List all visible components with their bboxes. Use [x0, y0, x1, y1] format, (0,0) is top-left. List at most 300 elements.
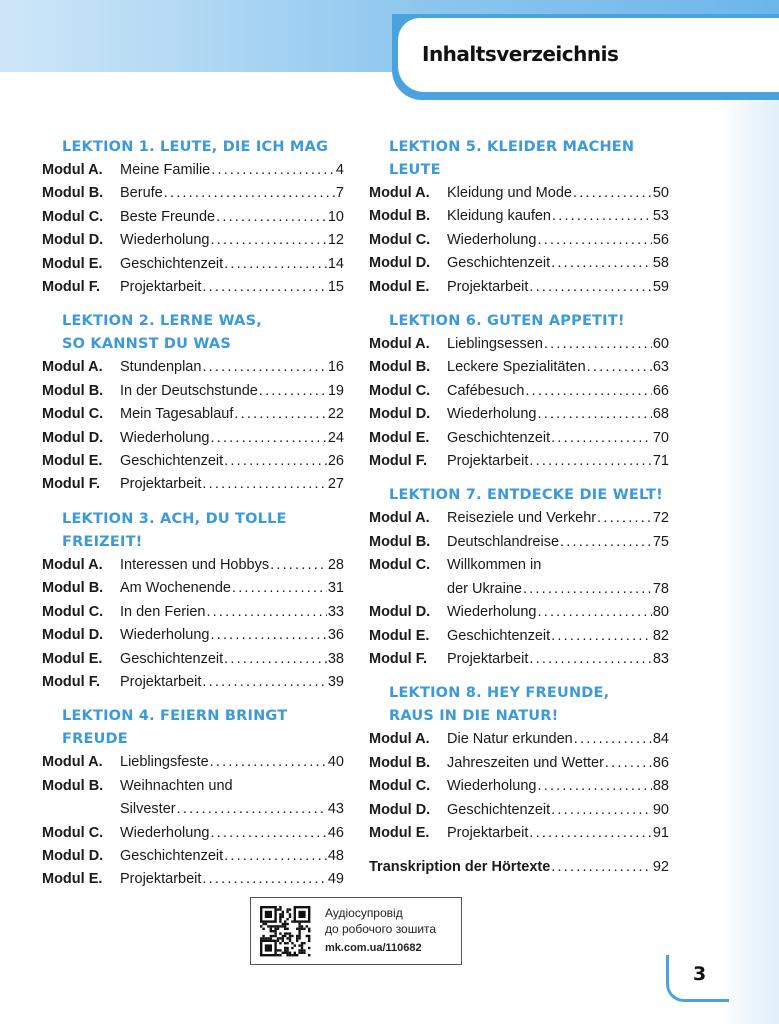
page-ref: 78 — [652, 580, 669, 597]
dot-leader — [206, 601, 326, 624]
toc-entry[interactable] — [369, 205, 669, 228]
toc-entry[interactable] — [369, 403, 669, 426]
page-ref: 16 — [327, 359, 344, 376]
module-label: Modul A. — [369, 185, 430, 201]
page-ref: 19 — [327, 382, 344, 399]
entry-line — [120, 601, 344, 624]
module-label: Modul C. — [369, 557, 431, 574]
toc-entry[interactable] — [42, 601, 344, 624]
module-label: Modul C. — [42, 208, 104, 225]
lesson-section — [42, 310, 344, 496]
page-ref: 91 — [652, 824, 669, 841]
entry-line — [447, 252, 669, 275]
qr-text-line2: до робочого зошита — [325, 922, 437, 936]
module-label: Modul B. — [42, 580, 104, 597]
module-label: Modul D. — [369, 255, 431, 272]
module-label: Modul D. — [42, 232, 104, 249]
page-ref: 80 — [652, 604, 669, 621]
entry-line — [120, 648, 344, 671]
module-label: Modul D. — [42, 847, 104, 864]
toc-entry[interactable] — [42, 229, 344, 252]
module-label: Modul E. — [42, 255, 103, 272]
page-ref: 27 — [327, 476, 344, 493]
entry-line — [447, 822, 669, 845]
module-name: Geschichtenzeit — [120, 847, 224, 864]
dot-leader — [210, 751, 327, 774]
dot-leader — [537, 403, 651, 426]
qr-text-line1: Аудіосупровід — [325, 906, 403, 920]
module-label: Modul B. — [42, 777, 104, 794]
entry-line — [447, 799, 669, 822]
page-ref: 49 — [327, 871, 344, 888]
module-label: Modul E. — [42, 871, 103, 888]
module-label: Modul A. — [369, 510, 430, 527]
module-name-first-line: Willkommen in — [447, 557, 542, 574]
page-title: Inhaltsverzeichnis — [422, 42, 619, 66]
entry-line — [120, 182, 344, 205]
module-name: Meine Familie — [120, 162, 211, 178]
module-label: Modul A. — [42, 359, 103, 376]
module-name: Wiederholung — [120, 232, 210, 249]
page-ref: 48 — [327, 847, 344, 864]
page-ref: 15 — [327, 279, 344, 296]
toc-entry[interactable] — [369, 380, 669, 403]
module-name: Projektarbeit — [120, 476, 202, 493]
page-ref: 72 — [652, 510, 669, 527]
entry-line — [447, 507, 669, 530]
dot-leader — [202, 276, 326, 299]
entry-line — [120, 253, 344, 276]
entry-line — [447, 625, 669, 648]
toc-entry[interactable] — [42, 554, 344, 577]
entry-line — [447, 356, 669, 379]
module-name: Projektarbeit — [447, 278, 529, 295]
lesson-title: LEKTION 5. KLEIDER MACHEN LEUTE — [389, 139, 635, 178]
toc-entry[interactable] — [42, 473, 344, 496]
module-name: Projektarbeit — [447, 650, 529, 667]
module-label: Modul E. — [369, 278, 430, 295]
dot-leader — [529, 648, 651, 671]
module-label: Modul B. — [42, 382, 104, 399]
toc-entry[interactable] — [369, 427, 669, 450]
page-ref: 66 — [652, 382, 669, 399]
entry-line — [120, 356, 344, 379]
toc-entry[interactable] — [369, 356, 669, 379]
module-name: Cafébesuch — [447, 382, 525, 399]
module-label: Modul A. — [369, 336, 430, 353]
entry-line — [120, 276, 344, 299]
module-name: Geschichtenzeit — [447, 801, 551, 818]
module-label: Modul E. — [42, 650, 103, 667]
toc-left-column — [42, 136, 344, 903]
dot-leader — [210, 624, 326, 647]
page-ref: 14 — [327, 255, 344, 272]
module-label: Modul D. — [369, 406, 431, 423]
module-name: Projektarbeit — [447, 453, 529, 470]
dot-leader — [529, 276, 651, 299]
entry-line — [447, 775, 669, 798]
page-ref: 39 — [327, 673, 344, 690]
entry-line — [447, 728, 669, 751]
page-ref: 50 — [652, 185, 669, 201]
module-name: In den Ferien — [120, 603, 206, 620]
dot-leader — [552, 205, 652, 228]
module-name-first-line: Weihnachten und — [120, 777, 233, 794]
toc-entry[interactable] — [369, 728, 669, 751]
lesson-section — [369, 484, 669, 671]
module-name: Mein Tagesablauf — [120, 406, 234, 423]
dot-leader — [202, 671, 326, 694]
toc-entry[interactable] — [42, 751, 344, 774]
entry-line — [447, 601, 669, 624]
dot-leader — [177, 798, 327, 821]
toc-entry[interactable] — [369, 822, 669, 845]
module-label: Modul B. — [42, 185, 104, 202]
module-name: Beste Freunde — [120, 208, 216, 225]
toc-entry[interactable] — [369, 799, 669, 822]
dot-leader — [224, 648, 327, 671]
dot-leader — [210, 427, 326, 450]
toc-entry[interactable] — [369, 252, 669, 275]
page-ref: 59 — [652, 278, 669, 295]
transcription-entry[interactable] — [369, 856, 669, 879]
lesson-title: LEKTION 7. ENTDECKE DIE WELT! — [389, 487, 663, 504]
module-name: Stundenplan — [120, 359, 202, 376]
toc-entry[interactable] — [42, 648, 344, 671]
page-ref: 10 — [327, 208, 344, 225]
toc-entry[interactable] — [42, 427, 344, 450]
dot-leader — [574, 728, 652, 751]
toc-entry[interactable] — [42, 845, 344, 868]
page-ref: 26 — [327, 453, 344, 470]
module-label: Modul E. — [369, 627, 430, 644]
toc-entry[interactable] — [369, 450, 669, 473]
toc-entry[interactable] — [42, 276, 344, 299]
toc-entry[interactable] — [369, 182, 669, 205]
lesson-section — [42, 508, 344, 694]
module-label: Modul F. — [42, 476, 100, 493]
dot-leader — [224, 450, 327, 473]
dot-leader — [573, 182, 652, 205]
entry-line — [120, 229, 344, 252]
dot-leader — [270, 554, 327, 577]
module-label: Modul D. — [42, 429, 104, 446]
dot-leader — [551, 427, 652, 450]
toc-entry[interactable] — [42, 577, 344, 600]
module-label: Modul B. — [369, 208, 431, 225]
toc-entry[interactable] — [42, 253, 344, 276]
dot-leader — [211, 159, 335, 182]
module-name: Geschichtenzeit — [120, 650, 224, 667]
module-label: Modul C. — [42, 406, 104, 423]
toc-entry[interactable] — [369, 229, 669, 252]
entry-line — [447, 182, 669, 205]
module-name: Projektarbeit — [447, 824, 529, 841]
page-ref: 60 — [652, 336, 669, 353]
toc-entry[interactable] — [42, 671, 344, 694]
module-name: Silvester — [120, 801, 176, 818]
entry-line — [120, 868, 344, 891]
entry-line — [447, 380, 669, 403]
module-name: Geschichtenzeit — [447, 255, 551, 272]
entry-line — [447, 276, 669, 299]
transcription-label: Transkription der Hörtexte — [369, 859, 551, 876]
toc-entry[interactable] — [42, 624, 344, 647]
toc-entry[interactable] — [42, 868, 344, 891]
dot-leader — [232, 577, 327, 600]
page-ref: 40 — [327, 754, 344, 771]
page-ref: 7 — [335, 185, 344, 202]
entry-line — [120, 403, 344, 426]
module-name: Wiederholung — [120, 429, 210, 446]
module-name: der Ukraine — [447, 580, 522, 597]
dot-leader — [551, 799, 652, 822]
module-name: Wiederholung — [120, 824, 210, 841]
dot-leader — [234, 403, 326, 426]
entry-line — [120, 798, 344, 821]
module-label: Modul C. — [369, 778, 431, 795]
toc-entry-continued[interactable] — [369, 578, 669, 601]
module-name: Lieblingsessen — [447, 336, 543, 353]
lesson-section — [42, 705, 344, 891]
module-label: Modul D. — [42, 627, 104, 644]
module-label: Modul B. — [369, 359, 431, 376]
module-label: Modul A. — [42, 162, 103, 178]
toc-entry[interactable] — [42, 206, 344, 229]
toc-entry[interactable] — [369, 775, 669, 798]
module-label: Modul E. — [369, 429, 430, 446]
dot-leader — [523, 578, 652, 601]
page-ref: 82 — [652, 627, 669, 644]
module-name: Leckere Spezialitäten — [447, 359, 586, 376]
module-name: Deutschlandreise — [447, 533, 560, 550]
dot-leader — [216, 206, 327, 229]
entry-line — [447, 205, 669, 228]
module-name: Kleidung kaufen — [447, 208, 551, 225]
module-label: Modul A. — [42, 556, 103, 573]
dot-leader — [164, 182, 335, 205]
page-ref: 46 — [327, 824, 344, 841]
entry-line — [120, 554, 344, 577]
page-number-tab — [666, 955, 729, 1002]
module-name: Projektarbeit — [120, 279, 202, 296]
lesson-section — [369, 310, 669, 473]
page-ref: 71 — [652, 453, 669, 470]
page-ref: 38 — [327, 650, 344, 667]
module-label: Modul D. — [369, 801, 431, 818]
module-name: Geschichtenzeit — [447, 627, 551, 644]
entry-line — [447, 648, 669, 671]
toc-entry[interactable] — [42, 159, 344, 182]
toc-entry[interactable] — [42, 450, 344, 473]
toc-entry[interactable] — [369, 554, 669, 577]
entry-line — [120, 473, 344, 496]
module-label: Modul A. — [42, 754, 103, 771]
entry-line — [120, 427, 344, 450]
page-ref: 58 — [652, 255, 669, 272]
module-name: Jahreszeiten und Wetter — [447, 754, 604, 771]
entry-line — [120, 751, 344, 774]
page-ref: 63 — [652, 359, 669, 376]
lesson-title: LEKTION 3. ACH, DU TOLLE FREIZEIT! — [62, 510, 287, 550]
module-name: Wiederholung — [447, 231, 537, 248]
module-label: Modul C. — [42, 824, 104, 841]
entry-line — [447, 427, 669, 450]
module-label: Modul F. — [42, 279, 100, 296]
module-name: Interessen und Hobbys — [120, 556, 270, 573]
module-label: Modul F. — [42, 673, 100, 690]
dot-leader — [537, 601, 651, 624]
toc-entry[interactable] — [42, 775, 344, 798]
module-name: Lieblingsfeste — [120, 754, 209, 771]
module-name: Geschichtenzeit — [120, 255, 224, 272]
lesson-section — [42, 136, 344, 299]
entry-line — [120, 671, 344, 694]
lesson-title: LEKTION 2. LERNE WAS, SO KANNST DU WAS — [62, 313, 262, 353]
entry-line — [120, 159, 344, 182]
dot-leader — [597, 507, 652, 530]
module-label: Modul C. — [369, 231, 431, 248]
entry-line — [120, 845, 344, 868]
module-name: Wiederholung — [447, 406, 537, 423]
module-label: Modul B. — [369, 754, 431, 771]
page-ref: 12 — [327, 232, 344, 249]
page-ref: 53 — [652, 208, 669, 225]
toc-entry[interactable] — [42, 403, 344, 426]
toc-entry-continued[interactable] — [42, 798, 344, 821]
toc-entry[interactable] — [369, 601, 669, 624]
module-name: Am Wochenende — [120, 580, 231, 597]
page-ref: 43 — [327, 801, 344, 818]
module-name: Kleidung und Mode — [447, 185, 572, 201]
dot-leader — [544, 333, 652, 356]
page-ref: 70 — [652, 429, 669, 446]
dot-leader — [202, 356, 326, 379]
dot-leader — [525, 380, 651, 403]
lesson-section — [369, 682, 669, 845]
dot-leader — [529, 450, 651, 473]
entry-line — [447, 578, 669, 601]
module-name: Die Natur erkunden — [447, 731, 573, 748]
dot-leader — [202, 473, 326, 496]
dot-leader — [605, 752, 652, 775]
page-ref: 83 — [652, 650, 669, 667]
page-ref: 28 — [327, 556, 344, 573]
lesson-title: LEKTION 4. FEIERN BRINGT FREUDE — [62, 708, 288, 748]
title-box — [398, 18, 779, 92]
toc-entry[interactable] — [369, 648, 669, 671]
module-name: Reiseziele und Verkehr — [447, 510, 597, 527]
dot-leader — [551, 856, 652, 879]
entry-line — [120, 380, 344, 403]
entry-line — [447, 450, 669, 473]
page-ref: 56 — [652, 231, 669, 248]
page-ref: 86 — [652, 754, 669, 771]
entry-line — [447, 333, 669, 356]
toc-entry[interactable] — [369, 625, 669, 648]
dot-leader — [224, 253, 327, 276]
page-ref: 31 — [327, 580, 344, 597]
page-ref: 75 — [652, 533, 669, 550]
module-name: Wiederholung — [447, 604, 537, 621]
dot-leader — [529, 822, 651, 845]
toc-entry[interactable] — [369, 507, 669, 530]
lesson-title: LEKTION 1. LEUTE, DIE ICH MAG — [62, 139, 329, 155]
module-label: Modul B. — [369, 533, 431, 550]
entry-line — [120, 450, 344, 473]
module-name: Wiederholung — [120, 627, 210, 644]
module-name: Geschichtenzeit — [120, 453, 224, 470]
audio-qr-box[interactable] — [250, 897, 462, 965]
module-name: In der Deutschstunde — [120, 382, 258, 399]
toc-entry[interactable] — [369, 276, 669, 299]
dot-leader — [537, 775, 651, 798]
dot-leader — [560, 531, 652, 554]
entry-line — [447, 229, 669, 252]
module-name: Projektarbeit — [120, 871, 202, 888]
lesson-section — [369, 136, 669, 299]
page-ref: 24 — [327, 429, 344, 446]
entry-line — [120, 624, 344, 647]
module-label: Modul E. — [42, 453, 103, 470]
toc-entry[interactable] — [369, 752, 669, 775]
module-label: Modul D. — [369, 604, 431, 621]
page-ref: 84 — [652, 731, 669, 748]
entry-line — [120, 822, 344, 845]
page-ref: 4 — [335, 162, 344, 178]
module-label: Modul E. — [369, 824, 430, 841]
entry-line — [120, 577, 344, 600]
lesson-title: LEKTION 6. GUTEN APPETIT! — [389, 313, 625, 330]
entry-line — [447, 531, 669, 554]
module-label: Modul F. — [369, 453, 427, 470]
page-ref: 36 — [327, 627, 344, 644]
qr-url[interactable]: mk.com.ua/110682 — [325, 942, 422, 954]
dot-leader — [537, 229, 651, 252]
toc-entry[interactable] — [42, 822, 344, 845]
toc-entry[interactable] — [369, 333, 669, 356]
toc-entry[interactable] — [369, 531, 669, 554]
module-name: Wiederholung — [447, 778, 537, 795]
page-ref: 92 — [652, 859, 669, 876]
module-label: Modul A. — [369, 731, 430, 748]
toc-entry[interactable] — [42, 356, 344, 379]
toc-entry[interactable] — [42, 380, 344, 403]
page-number: 3 — [693, 963, 707, 985]
entry-line — [120, 206, 344, 229]
toc-entry[interactable] — [42, 182, 344, 205]
dot-leader — [551, 252, 652, 275]
page-ref: 22 — [327, 406, 344, 423]
page-ref: 33 — [327, 603, 344, 620]
dot-leader — [210, 822, 326, 845]
page-ref: 88 — [652, 778, 669, 795]
toc-right-column — [369, 136, 669, 880]
module-name: Berufe — [120, 185, 163, 202]
module-label: Modul C. — [369, 382, 431, 399]
module-label: Modul C. — [42, 603, 104, 620]
right-decor-strip — [721, 60, 779, 1024]
dot-leader — [210, 229, 326, 252]
dot-leader — [587, 356, 652, 379]
entry-line — [447, 403, 669, 426]
module-label: Modul F. — [369, 650, 427, 667]
module-name: Geschichtenzeit — [447, 429, 551, 446]
entry-line — [447, 752, 669, 775]
module-name: Projektarbeit — [120, 673, 202, 690]
qr-code-icon[interactable] — [259, 905, 313, 957]
page-ref: 90 — [652, 801, 669, 818]
